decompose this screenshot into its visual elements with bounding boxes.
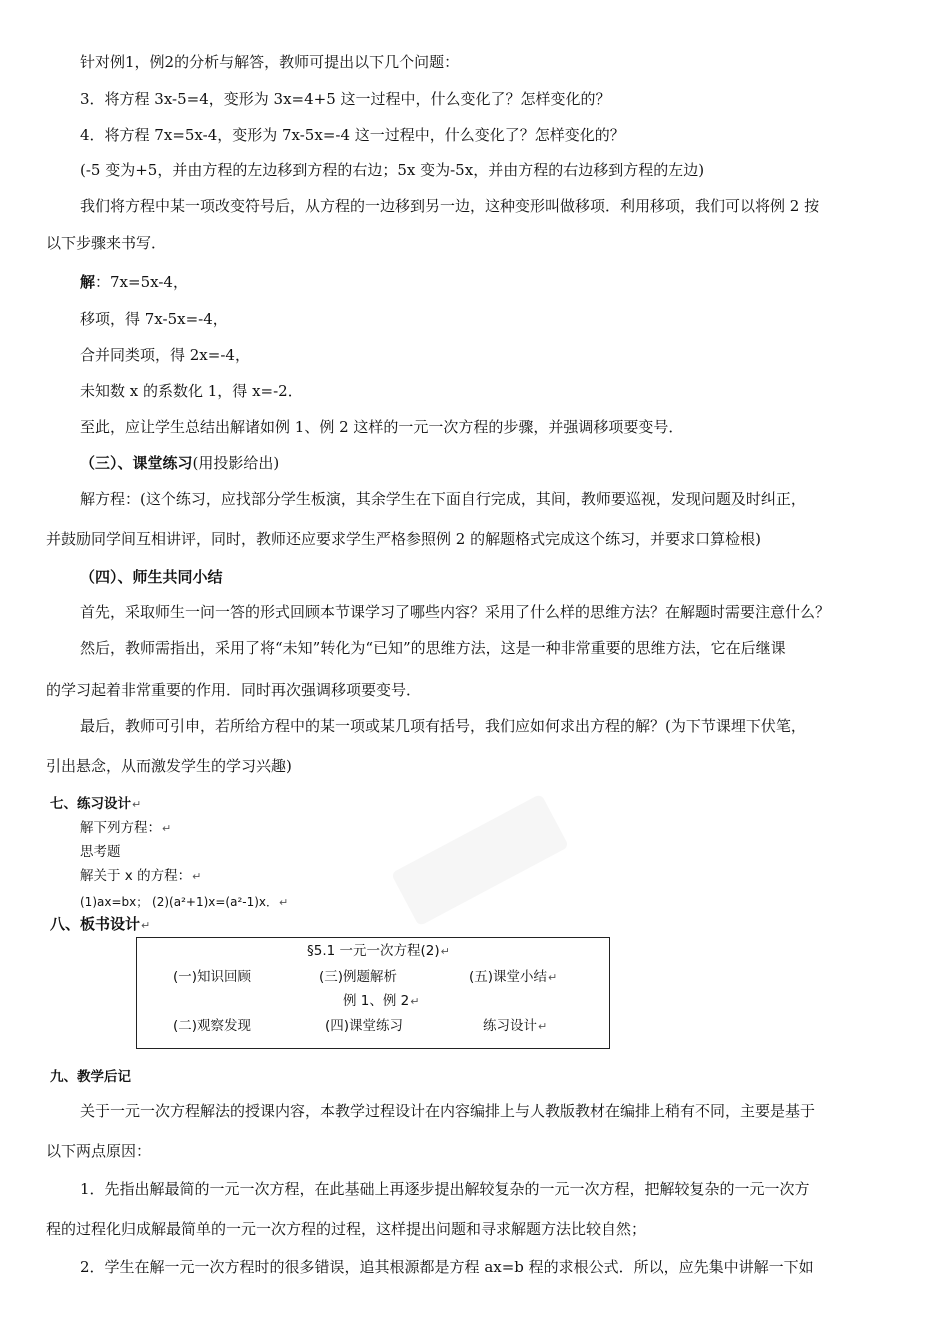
solution-step-3: 未知数 x 的系数化 1，得 x=-2． — [80, 382, 303, 400]
exercise-item-3: 解关于 x 的方程：↵ — [80, 868, 202, 884]
board-item-example-analysis: (三)例题解析 — [319, 969, 398, 985]
question-3: 3．将方程 3x-5=4，变形为 3x=4+5 这一过程中，什么变化了？怎样变化的？ — [80, 90, 611, 108]
definition-line-1: 我们将方程中某一项改变符号后，从方程的一边移到另一边，这种变形叫做移项．利用移项，我们可以将例 2 按 — [80, 197, 820, 215]
solution-line — [80, 272, 188, 292]
conclusion-1: 首先，采取师生一问一答的形式回顾本节课学习了哪些内容？采用了什么样的思维方法？在解题时需要注意什么？ — [80, 603, 831, 621]
exercise-line-1: 解方程：(这个练习，应找部分学生板演，其余学生在下面自行完成，其间，教师要巡视，发现问题及时纠正， — [80, 490, 806, 508]
board-heading: §5.1 一元一次方程(2)↵ — [307, 943, 450, 959]
postscript-para-1-line-1: 关于一元一次方程解法的授课内容，本教学过程设计在内容编排上与人教版教材在编排上稍有不同，主要是基于 — [80, 1102, 816, 1120]
question-4: 4．将方程 7x=5x-4，变形为 7x-5x=-4 这一过程中，什么变化了？怎样变化的？ — [80, 126, 625, 144]
exercise-equations: (1)ax=bx； (2)(a²+1)x=(a²-1)x．↵ — [80, 895, 289, 909]
postscript-point-1-line-1: 1．先指出解最简的一元一次方程，在此基础上再逐步提出解较复杂的一元一次方程，把解较复杂的一元一次方 — [80, 1180, 810, 1198]
postscript-para-1-line-2: 以下两点原因： — [46, 1142, 152, 1160]
conclusion-3-line-2: 引出悬念，从而激发学生的学习兴趣) — [46, 757, 292, 775]
board-item-knowledge-review: (一)知识回顾 — [173, 969, 252, 985]
conclusion-3-line-1: 最后，教师可引申，若所给方程中的某一项或某几项有括号，我们应如何求出方程的解？(为下节课埋下伏笔， — [80, 717, 806, 735]
summary-text: 至此，应让学生总结出解诸如例 1、例 2 这样的一元一次方程的步骤，并强调移项要变号． — [80, 418, 684, 436]
solution-step-1: 移项，得 7x-5x=-4， — [80, 310, 228, 328]
definition-line-2: 以下步骤来书写． — [46, 234, 167, 252]
board-item-exercise-design: 练习设计↵ — [483, 1018, 548, 1034]
board-design-box — [136, 937, 610, 1049]
board-item-class-summary: (五)课堂小结↵ — [469, 969, 558, 985]
section-4-title: （四）、师生共同小结 — [80, 568, 223, 586]
section-3-title: （三）、课堂练习 — [80, 454, 193, 472]
conclusion-2-line-2: 的学习起着非常重要的作用．同时再次强调移项要变号． — [46, 681, 422, 699]
exercise-item-2: 思考题 — [80, 844, 121, 860]
exercise-line-2: 并鼓励同学间互相讲评，同时，教师还应要求学生严格参照例 2 的解题格式完成这个练习，并要求口算检根) — [46, 530, 761, 548]
postscript-point-2-line-1: 2．学生在解一元一次方程时的很多错误，追其根源都是方程 ax=b 程的求根公式．所以，应先集中讲解一下如 — [80, 1258, 814, 1276]
section-3-note: (用投影给出) — [192, 454, 280, 472]
solution-label: 解 — [80, 273, 96, 291]
solution-step-2: 合并同类项，得 2x=-4， — [80, 346, 250, 364]
board-item-class-practice: (四)课堂练习 — [325, 1018, 404, 1034]
conclusion-2-line-1: 然后，教师需指出，采用了将“未知”转化为“已知”的思维方法，这是一种非常重要的思维方法，它在后继课 — [80, 639, 786, 657]
exercise-item-1: 解下列方程：↵ — [80, 820, 172, 836]
solution-equation: ：7x=5x-4， — [95, 273, 188, 291]
section-3-heading — [80, 453, 279, 473]
postscript-title: 九、教学后记 — [50, 1069, 131, 1085]
exercise-section-title: 七、练习设计↵ — [50, 796, 142, 812]
board-item-observation: (二)观察发现 — [173, 1018, 252, 1034]
postscript-point-1-line-2: 程的过程化归成解最简单的一元一次方程的过程，这样提出问题和寻求解题方法比较自然； — [46, 1220, 647, 1238]
watermark — [391, 794, 569, 927]
answer-note: (-5 变为+5，并由方程的左边移到方程的右边；5x 变为-5x，并由方程的右边移到方程的左边) — [80, 161, 705, 179]
board-section-title: 八、板书设计↵ — [50, 915, 151, 933]
intro-text: 针对例1，例2的分析与解答，教师可提出以下几个问题： — [80, 53, 460, 71]
board-item-examples: 例 1、例 2↵ — [343, 993, 420, 1009]
